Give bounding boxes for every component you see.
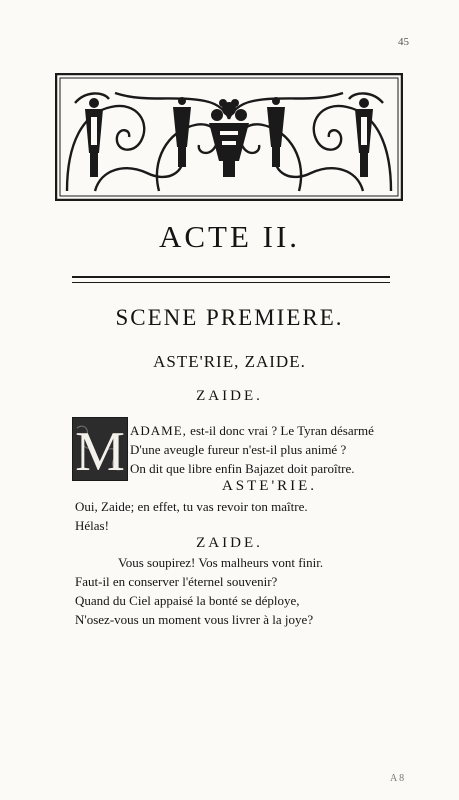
verse-line [130, 423, 374, 439]
decorative-headpiece [55, 73, 403, 201]
double-rule-divider [72, 276, 390, 283]
catchword: A 8 [390, 773, 405, 784]
verse-line: Oui, Zaide; en effet, tu vas revoir ton maître. [75, 499, 308, 514]
speaker-name: ZAIDE. [196, 388, 263, 404]
verse-line: On dit que libre enfin Bajazet doit paroître. [130, 461, 355, 476]
decorated-initial-icon [73, 418, 127, 480]
verse-line: Vous soupirez! Vos malheurs vont finir. [118, 555, 324, 570]
baroque-ornament-icon [55, 73, 403, 201]
speaker-name: ASTE'RIE. [221, 478, 318, 494]
act-title: ACTE II. [158, 219, 301, 254]
verse-smallcaps-opening: ADAME, [130, 423, 187, 438]
dropcap-initial [72, 417, 128, 481]
speaker-name: ZAIDE. [196, 535, 263, 551]
page-number: 45 [398, 36, 409, 48]
verse-line: Hélas! [75, 518, 109, 533]
verse-line: D'une aveugle fureur n'est-il plus animé ? [130, 442, 347, 457]
scene-characters: ASTE'RIE, ZAIDE. [153, 352, 306, 371]
verse-line-text: est-il donc vrai ? Le Tyran désarmé [186, 423, 374, 438]
svg-text:M: M [75, 421, 125, 480]
verse-line: N'osez-vous un moment vous livrer à la joye? [75, 612, 314, 627]
verse-line: Faut-il en conserver l'éternel souvenir? [75, 574, 278, 589]
scene-title: SCENE PREMIERE. [115, 305, 344, 330]
verse-line: Quand du Ciel appaisé la bonté se déploye, [75, 593, 300, 608]
